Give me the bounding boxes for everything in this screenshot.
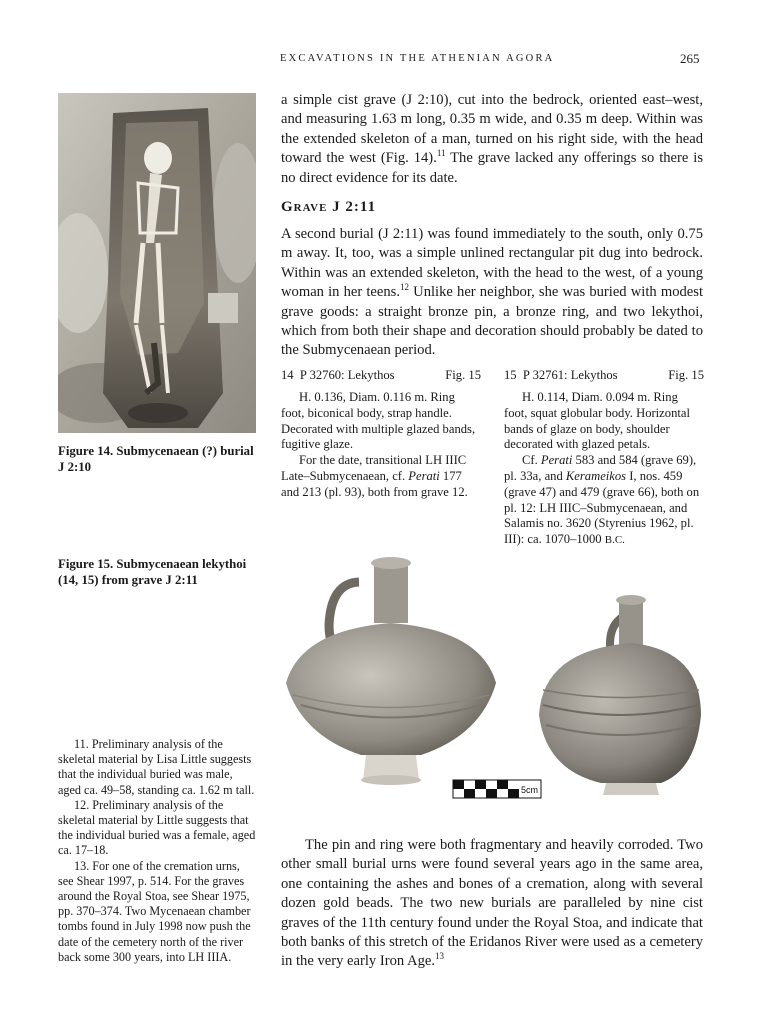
catalog-entry-header <box>504 368 704 383</box>
footnote-11: 11. Preliminary analysis of the skeletal material by Lisa Little suggests that the individual buried was male, aged ca. 49–58, standing ca. 1.62 m tall. <box>58 737 255 797</box>
figure-15-caption: Figure 15. Submycenaean lekythoi (14, 15) from grave J 2:11 <box>58 557 247 587</box>
catalog-title: P 32761: Lekythos <box>522 368 618 382</box>
catalog-description: H. 0.114, Diam. 0.094 m. Ring foot, squat globular body. Horizontal bands of glaze on body, shoulder decorated with glazed petals. <box>504 390 690 452</box>
lekythoi-photo-graphic <box>281 555 703 800</box>
burial-photo-graphic <box>58 93 256 433</box>
page-number: 265 <box>680 51 700 66</box>
lekythos-14 <box>286 557 496 785</box>
catalog-number: 14 <box>281 368 294 382</box>
catalog-description: H. 0.136, Diam. 0.116 m. Ring foot, biconical body, strap handle. Decorated with multiple glazed bands, fugitive glaze. <box>281 390 476 452</box>
note-ref-11: 11 <box>436 148 446 159</box>
note-ref-13: 13 <box>435 951 444 962</box>
scale-label: 5cm <box>521 785 539 795</box>
closing-text: The pin and ring were both fragmentary and heavily corroded. Two other small burial urns were found several years ago in the same area, one containing the ashes and bones of a cremation, along with several dozen gold beads. The two new burials are paralleled by nine cist graves of the 11th century found under the Royal Stoa, and indicate that both banks of this stretch of the Eridanos River were used as a cemetery in the very early Iron Age. <box>281 837 703 970</box>
catalog-entry-15 <box>504 368 704 549</box>
section-text-end: Unlike her neighbor, she was buried with modest grave goods: a straight bronze pin, a bronze ring, and two lekythoi, which from both their shape and decoration should probably be dated to the Submycenaean period. <box>281 284 703 359</box>
catalog-date: Cf. Perati 583 and 584 (grave 69), pl. 33a, and Kerameikos I, nos. 459 (grave 47) and 479 (grave 66), both on pl. 12: LH IIIC–Submycenaean, and Salamis no. 3620 (Styrenius 1962, pl. III): ca. 1070–1000 B.C. <box>504 453 700 547</box>
section-text: A second burial (J 2:11) was found immediately to the south, only 0.75 m away. It, too, was a simple unlined rectangular pit dug into bedrock. Within was an extended skeleton, with the head to the west, of a young woman in her teens. <box>281 226 703 301</box>
footnote-12: 12. Preliminary analysis of the skeletal material by Little suggests that the individual buried was a female, aged ca. 17–18. <box>58 797 256 858</box>
catalog-fig-ref: Fig. 15 <box>668 368 704 382</box>
catalog-title: P 32760: Lekythos <box>299 368 395 382</box>
catalog-fig-ref: Fig. 15 <box>445 368 481 382</box>
catalog-date: For the date, transitional LH IIIC Late–Submycenaean, cf. Perati 177 and 213 (pl. 93), both from grave 12. <box>281 453 468 499</box>
closing-paragraph <box>281 836 703 972</box>
catalog-entry-14 <box>281 368 481 501</box>
intro-text-end: The grave lacked any offerings so there is no direct evidence for its date. <box>281 150 704 186</box>
running-title: EXCAVATIONS IN THE ATHENIAN AGORA <box>280 53 555 64</box>
footnote-13: 13. For one of the cremation urns, see Shear 1997, p. 514. For the graves around the Royal Stoa, see Shear 1975, pp. 370–374. Two Mycenaean chamber tombs found in July 1998 now push the date of the cemetery north of the river back some 300 years, into LH IIIA. <box>58 858 251 964</box>
intro-paragraph <box>281 91 703 188</box>
lekythos-15 <box>539 595 701 795</box>
section-heading: Grave J 2:11 <box>281 199 377 215</box>
intro-text: a simple cist grave (J 2:10), cut into the bedrock, oriented east–west, and measuring 1.63 m long, 0.35 m wide, and 0.35 m deep. Within was the extended skeleton of a man, turned on his right side, with the head toward the west (Fig. 14). <box>281 92 703 167</box>
catalog-number: 15 <box>504 368 517 382</box>
scale-bar <box>453 780 541 798</box>
figure-14-photo <box>58 93 256 433</box>
figure-15-photo <box>281 555 703 800</box>
catalog-entry-header <box>281 368 481 383</box>
section-paragraph <box>281 225 703 361</box>
footnotes <box>58 737 258 965</box>
figure-14-caption: Figure 14. Submycenaean (?) burial J 2:10 <box>58 444 254 474</box>
note-ref-12: 12 <box>400 282 410 293</box>
